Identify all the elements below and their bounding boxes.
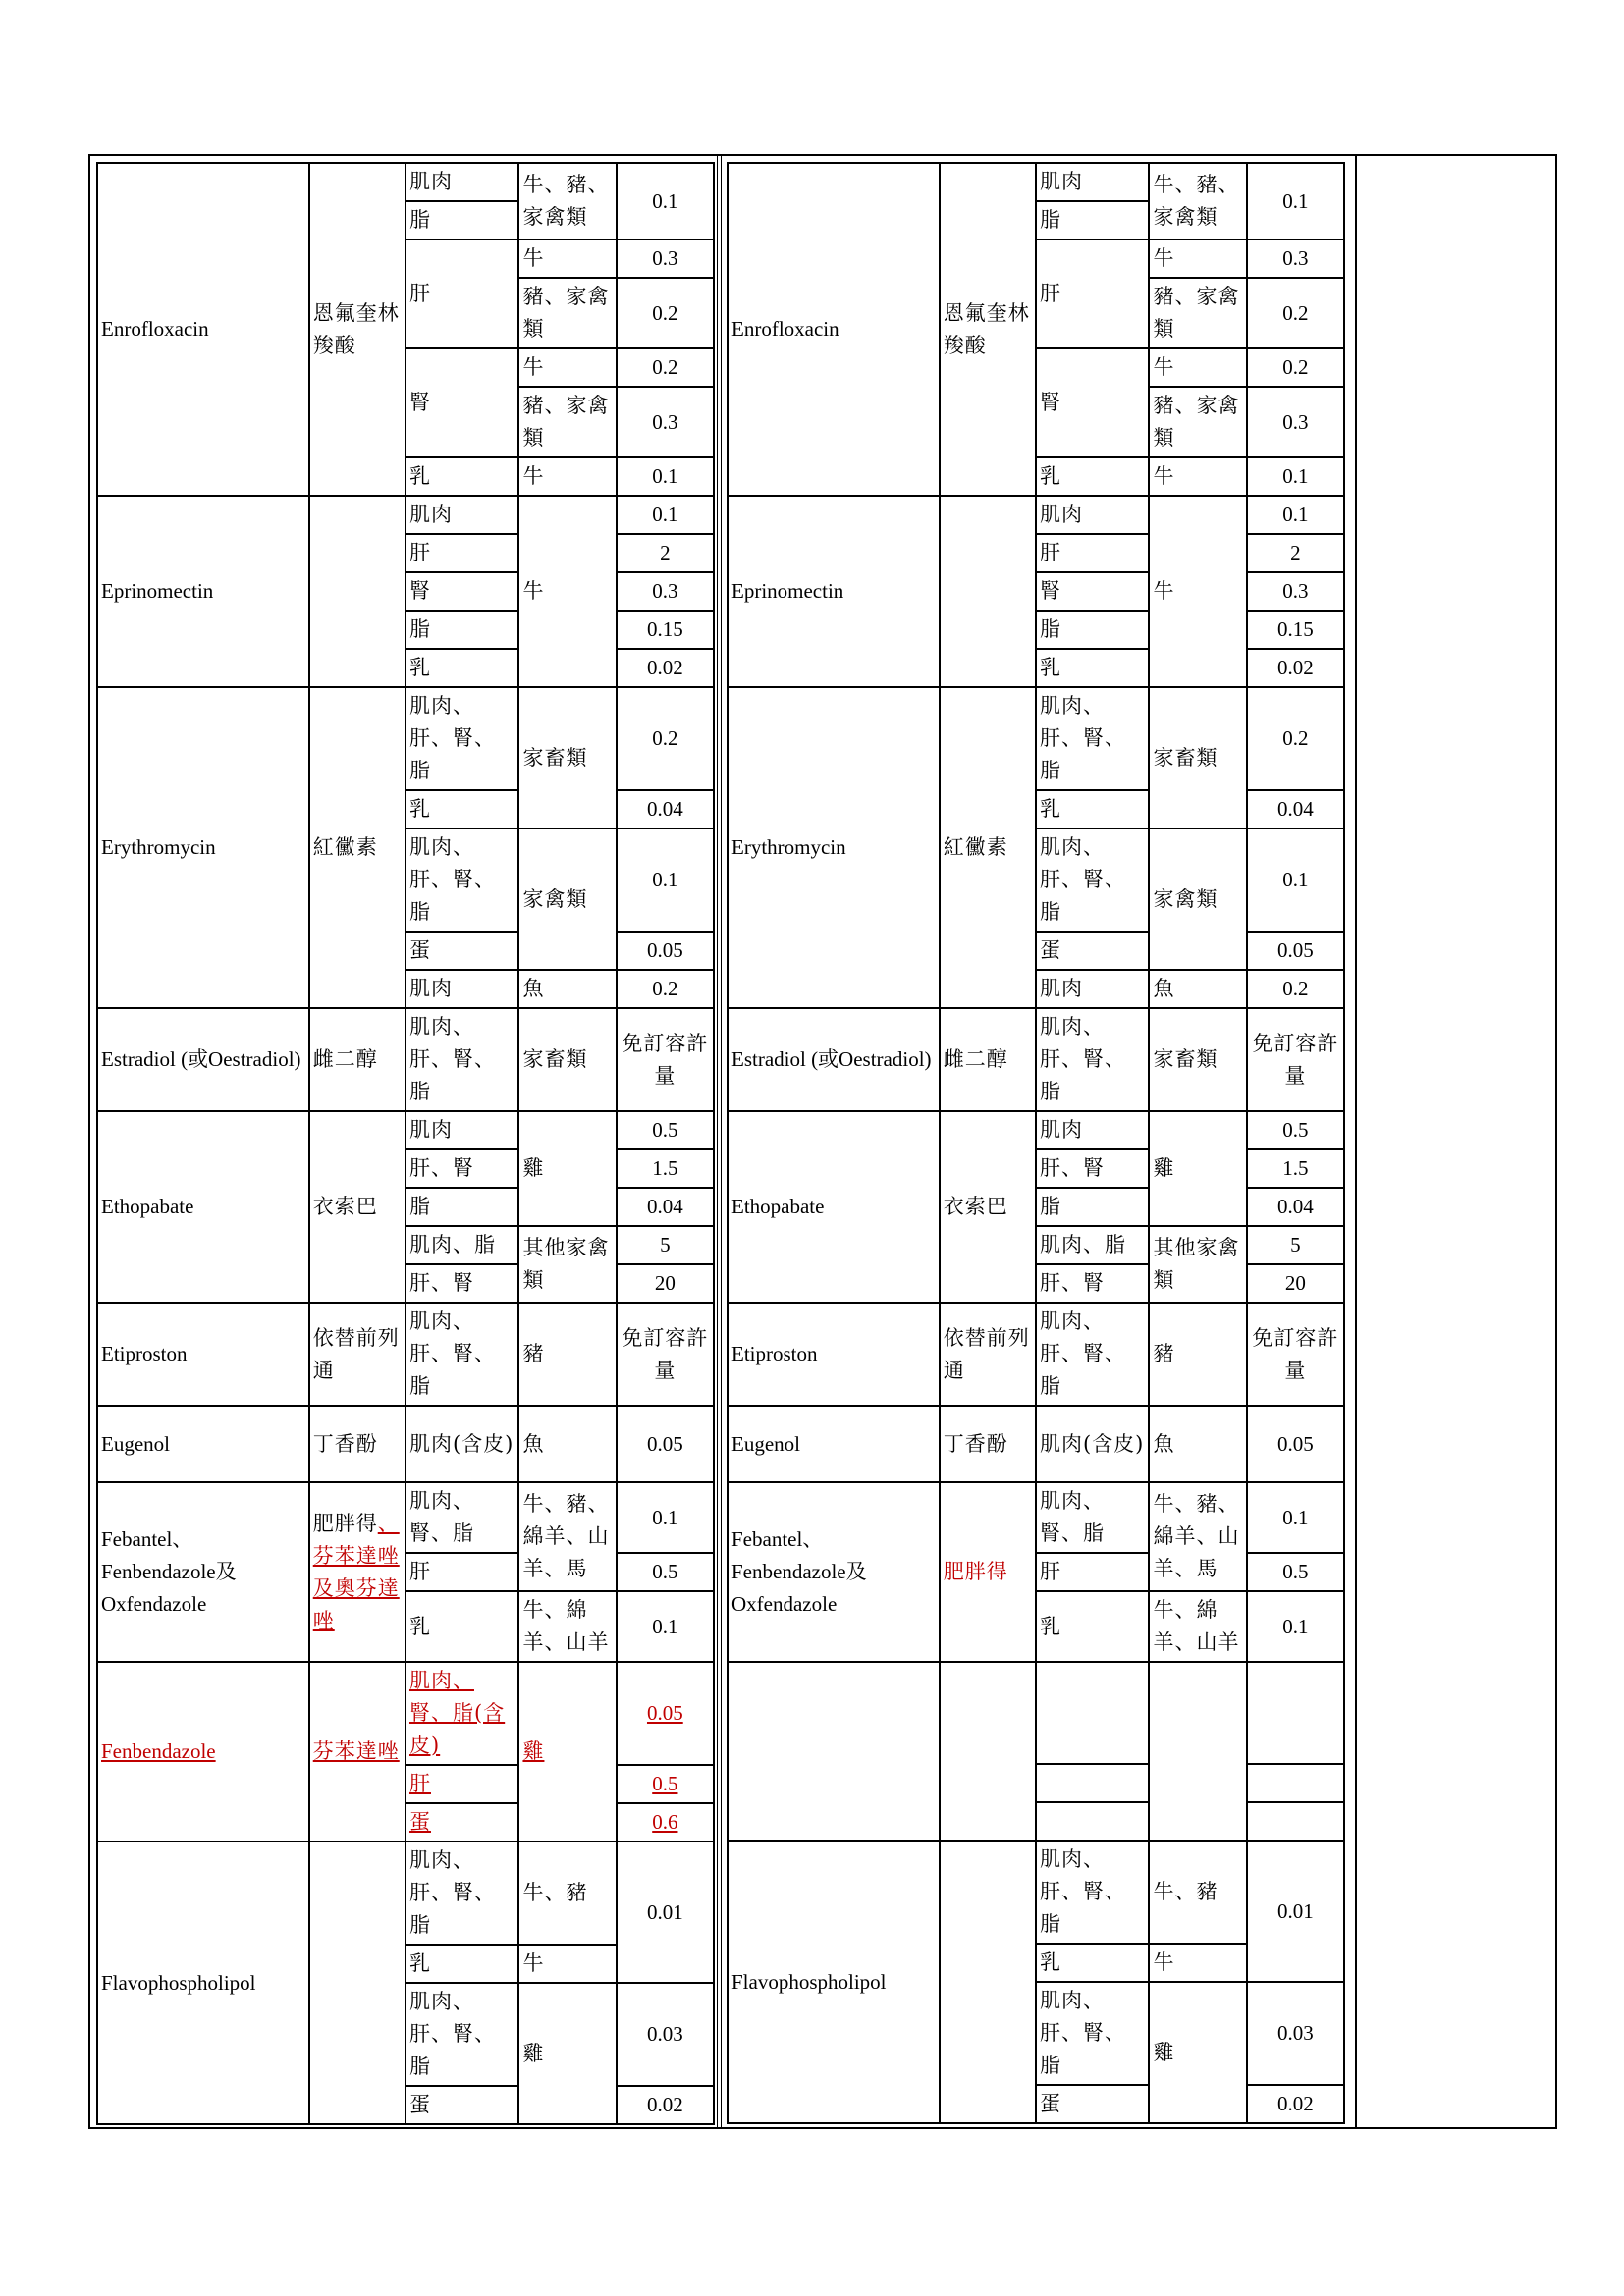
tissue-cell: 脂 <box>1036 201 1149 240</box>
drug-name-zh-empty <box>940 496 1036 687</box>
mrl-value: 0.1 <box>617 457 714 496</box>
drug-name-zh-amended: 、芬苯達唑及奧芬達唑 <box>312 1511 400 1632</box>
amended-mrl-table <box>96 162 715 2125</box>
mrl-value: 免訂容許量 <box>617 1303 714 1406</box>
tissue-cell: 乳 <box>1036 1591 1149 1662</box>
drug-name-en: Enrofloxacin <box>728 163 940 496</box>
tissue-cell: 肝 <box>1036 240 1149 348</box>
empty-cell <box>1247 1764 1344 1802</box>
tissue-cell: 肌肉、腎、脂 <box>1036 1482 1149 1553</box>
mrl-value: 0.01 <box>1247 1841 1344 1982</box>
species-cell: 魚 <box>1149 970 1246 1008</box>
tissue-cell: 肌肉、肝、腎、脂 <box>1036 687 1149 790</box>
tissue-cell: 肝 <box>406 534 518 572</box>
tissue-cell: 肌肉 <box>1036 970 1149 1008</box>
empty-cell <box>1036 1662 1149 1764</box>
empty-cell <box>1036 1802 1149 1841</box>
drug-name-en: Ethopabate <box>97 1111 309 1303</box>
mrl-value: 0.02 <box>1247 2085 1344 2123</box>
mrl-value: 0.5 <box>1247 1111 1344 1149</box>
species-cell: 家畜類 <box>1149 1008 1246 1111</box>
species-cell: 家禽類 <box>1149 828 1246 970</box>
species-cell: 牛、豬、綿羊、山羊、馬 <box>1149 1482 1246 1591</box>
species-cell: 牛 <box>1149 1944 1246 1982</box>
drug-name-zh: 紅黴素 <box>940 687 1036 1008</box>
mrl-value: 0.01 <box>617 1842 714 1983</box>
mrl-value: 20 <box>617 1264 714 1303</box>
species-cell: 牛、豬、家禽類 <box>518 163 616 240</box>
mrl-value: 5 <box>617 1226 714 1264</box>
tissue-cell: 肝 <box>1036 1553 1149 1591</box>
drug-name-zh-empty <box>940 1841 1036 2123</box>
species-cell: 牛 <box>518 348 616 387</box>
empty-cell <box>1247 1802 1344 1841</box>
mrl-value: 0.2 <box>617 348 714 387</box>
species-cell: 牛 <box>518 496 616 687</box>
drug-name-en: Flavophospholipol <box>97 1842 309 2124</box>
mrl-value: 1.5 <box>1247 1149 1344 1188</box>
mrl-value: 0.1 <box>1247 163 1344 240</box>
tissue-cell: 腎 <box>406 348 518 457</box>
mrl-value: 0.3 <box>1247 572 1344 611</box>
mrl-value: 0.3 <box>1247 387 1344 457</box>
tissue-cell: 肌肉、肝、腎、脂 <box>406 687 518 790</box>
tissue-cell: 乳 <box>406 790 518 828</box>
mrl-value: 0.1 <box>1247 496 1344 534</box>
tissue-cell: 肌肉 <box>1036 163 1149 201</box>
drug-name-zh-empty <box>309 1842 406 2124</box>
tissue-cell: 肌肉、肝、腎、脂 <box>406 828 518 932</box>
mrl-value: 免訂容許量 <box>617 1008 714 1111</box>
species-cell: 牛 <box>1149 496 1246 687</box>
drug-name-en: Enrofloxacin <box>97 163 309 496</box>
species-cell: 雞 <box>1149 1982 1246 2123</box>
tissue-cell: 乳 <box>406 649 518 687</box>
column-divider <box>717 156 722 2127</box>
drug-name-en: Ethopabate <box>728 1111 940 1303</box>
drug-name-zh-empty <box>309 496 406 687</box>
amended-table-panel <box>96 162 715 2125</box>
empty-cell <box>1247 1662 1344 1764</box>
tissue-cell: 肌肉、脂 <box>406 1226 518 1264</box>
tissue-cell: 肌肉 <box>406 970 518 1008</box>
original-table-panel <box>727 162 1345 2124</box>
tissue-cell-amended: 肌肉、腎、脂(含皮) <box>406 1662 518 1765</box>
species-cell: 其他家禽類 <box>518 1226 616 1303</box>
tissue-cell: 肌肉、肝、腎、脂 <box>406 1983 518 2086</box>
tissue-cell: 肌肉 <box>406 1111 518 1149</box>
drug-name-zh: 恩氟奎林羧酸 <box>309 163 406 496</box>
tissue-cell: 腎 <box>1036 348 1149 457</box>
species-cell: 豬 <box>518 1303 616 1406</box>
tissue-cell: 肝、腎 <box>406 1264 518 1303</box>
drug-name-zh-original: 肥胖得 <box>312 1511 378 1535</box>
mrl-value: 免訂容許量 <box>1247 1303 1344 1406</box>
tissue-cell-amended: 肝 <box>406 1765 518 1803</box>
drug-name-zh: 衣索巴 <box>309 1111 406 1303</box>
species-cell: 雞 <box>518 1983 616 2124</box>
mrl-value: 0.1 <box>617 496 714 534</box>
mrl-value: 0.1 <box>617 828 714 932</box>
mrl-value: 0.2 <box>617 687 714 790</box>
drug-name-en: Febantel、Fenbendazole及Oxfendazole <box>97 1482 309 1662</box>
tissue-cell: 肌肉(含皮) <box>406 1406 518 1482</box>
mrl-value: 2 <box>617 534 714 572</box>
tissue-cell: 肝 <box>406 1553 518 1591</box>
species-cell: 家禽類 <box>518 828 616 970</box>
mrl-value: 0.2 <box>617 278 714 348</box>
mrl-value: 2 <box>1247 534 1344 572</box>
tissue-cell: 肌肉、肝、腎、脂 <box>406 1303 518 1406</box>
species-cell-amended: 雞 <box>518 1662 616 1842</box>
mrl-value: 0.04 <box>1247 790 1344 828</box>
mrl-value: 0.04 <box>617 790 714 828</box>
drug-name-en: Estradiol (或Oestradiol) <box>97 1008 309 1111</box>
mrl-value: 0.2 <box>617 970 714 1008</box>
mrl-value: 0.05 <box>617 1406 714 1482</box>
mrl-value: 0.05 <box>1247 932 1344 970</box>
mrl-value: 0.2 <box>1247 278 1344 348</box>
drug-name-zh: 雌二醇 <box>309 1008 406 1111</box>
tissue-cell: 肝、腎 <box>1036 1264 1149 1303</box>
species-cell: 魚 <box>518 970 616 1008</box>
tissue-cell: 肌肉、肝、腎、脂 <box>1036 1008 1149 1111</box>
species-cell: 牛、綿羊、山羊 <box>518 1591 616 1662</box>
drug-name-en: Eprinomectin <box>728 496 940 687</box>
mrl-value: 0.05 <box>617 932 714 970</box>
tissue-cell: 脂 <box>1036 611 1149 649</box>
species-cell: 牛、豬 <box>518 1842 616 1945</box>
species-cell: 牛、豬、家禽類 <box>1149 163 1246 240</box>
drug-name-en: Eugenol <box>728 1406 940 1482</box>
mrl-value: 免訂容許量 <box>1247 1008 1344 1111</box>
empty-cell <box>728 1662 940 1841</box>
tissue-cell: 脂 <box>1036 1188 1149 1226</box>
mrl-value: 0.04 <box>1247 1188 1344 1226</box>
mrl-value: 0.1 <box>1247 457 1344 496</box>
tissue-cell: 乳 <box>406 1945 518 1983</box>
tissue-cell: 乳 <box>1036 457 1149 496</box>
empty-cell <box>1036 1764 1149 1802</box>
tissue-cell: 肝、腎 <box>1036 1149 1149 1188</box>
species-cell: 家畜類 <box>518 1008 616 1111</box>
mrl-value: 0.02 <box>617 649 714 687</box>
species-cell: 牛 <box>518 457 616 496</box>
drug-name-en: Etiproston <box>97 1303 309 1406</box>
species-cell: 豬、家禽類 <box>518 278 616 348</box>
tissue-cell: 肌肉 <box>1036 496 1149 534</box>
mrl-value: 0.1 <box>617 163 714 240</box>
species-cell: 雞 <box>518 1111 616 1226</box>
species-cell: 牛 <box>518 1945 616 1983</box>
tissue-cell: 脂 <box>406 201 518 240</box>
drug-name-en: Erythromycin <box>97 687 309 1008</box>
tissue-cell: 肌肉、肝、腎、脂 <box>406 1842 518 1945</box>
mrl-value: 0.1 <box>617 1591 714 1662</box>
drug-name-zh-amended: 芬苯達唑 <box>309 1662 406 1842</box>
tissue-cell: 乳 <box>406 457 518 496</box>
original-mrl-table <box>727 162 1345 2124</box>
mrl-value: 0.5 <box>1247 1553 1344 1591</box>
tissue-cell-amended: 蛋 <box>406 1803 518 1842</box>
mrl-value: 0.5 <box>617 1111 714 1149</box>
drug-name-en: Febantel、Fenbendazole及Oxfendazole <box>728 1482 940 1662</box>
drug-name-zh: 恩氟奎林羧酸 <box>940 163 1036 496</box>
species-cell: 豬、家禽類 <box>1149 278 1246 348</box>
mrl-value: 5 <box>1247 1226 1344 1264</box>
drug-name-en: Eugenol <box>97 1406 309 1482</box>
mrl-value: 20 <box>1247 1264 1344 1303</box>
tissue-cell: 肌肉、肝、腎、脂 <box>1036 1982 1149 2085</box>
drug-name-en: Estradiol (或Oestradiol) <box>728 1008 940 1111</box>
species-cell: 家畜類 <box>518 687 616 828</box>
mrl-value: 0.02 <box>617 2086 714 2124</box>
species-cell: 其他家禽類 <box>1149 1226 1246 1303</box>
mrl-value: 0.3 <box>1247 240 1344 278</box>
tissue-cell: 乳 <box>1036 790 1149 828</box>
species-cell: 牛 <box>1149 348 1246 387</box>
drug-name-zh: 丁香酚 <box>309 1406 406 1482</box>
drug-name-zh: 依替前列通 <box>940 1303 1036 1406</box>
drug-name-en: Etiproston <box>728 1303 940 1406</box>
tissue-cell: 脂 <box>406 1188 518 1226</box>
species-cell: 牛 <box>518 240 616 278</box>
drug-name-en-amended: Fenbendazole <box>97 1662 309 1842</box>
tissue-cell: 肌肉、肝、腎、脂 <box>1036 1303 1149 1406</box>
tissue-cell: 肌肉、肝、腎、脂 <box>406 1008 518 1111</box>
tissue-cell: 蛋 <box>1036 2085 1149 2123</box>
mrl-value: 0.2 <box>1247 687 1344 790</box>
species-cell: 魚 <box>518 1406 616 1482</box>
mrl-value: 0.05 <box>1247 1406 1344 1482</box>
mrl-value: 0.03 <box>1247 1982 1344 2085</box>
tissue-cell: 蛋 <box>406 932 518 970</box>
notes-column-border <box>1355 156 1357 2127</box>
tissue-cell: 肌肉 <box>406 496 518 534</box>
mrl-value: 0.15 <box>1247 611 1344 649</box>
species-cell: 牛、豬、綿羊、山羊、馬 <box>518 1482 616 1591</box>
mrl-value: 0.1 <box>1247 1482 1344 1553</box>
drug-name-en: Flavophospholipol <box>728 1841 940 2123</box>
species-cell: 牛、綿羊、山羊 <box>1149 1591 1246 1662</box>
mrl-value-amended: 0.5 <box>617 1765 714 1803</box>
comparison-frame <box>88 154 1557 2129</box>
species-cell: 牛 <box>1149 240 1246 278</box>
tissue-cell: 腎 <box>1036 572 1149 611</box>
mrl-value: 0.3 <box>617 240 714 278</box>
mrl-value: 0.1 <box>617 1482 714 1553</box>
tissue-cell: 肝 <box>1036 534 1149 572</box>
species-cell: 豬 <box>1149 1303 1246 1406</box>
mrl-value: 0.15 <box>617 611 714 649</box>
species-cell: 雞 <box>1149 1111 1246 1226</box>
tissue-cell: 肌肉、脂 <box>1036 1226 1149 1264</box>
mrl-value: 0.04 <box>617 1188 714 1226</box>
mrl-value: 0.1 <box>1247 1591 1344 1662</box>
drug-name-zh-deleted: 肥胖得 <box>940 1482 1036 1662</box>
empty-cell <box>940 1662 1036 1841</box>
tissue-cell: 乳 <box>1036 1944 1149 1982</box>
tissue-cell: 肌肉 <box>406 163 518 201</box>
tissue-cell: 肌肉、肝、腎、脂 <box>1036 828 1149 932</box>
drug-name-zh: 丁香酚 <box>940 1406 1036 1482</box>
species-cell: 牛、豬 <box>1149 1841 1246 1944</box>
empty-cell <box>1149 1662 1246 1841</box>
tissue-cell: 乳 <box>1036 649 1149 687</box>
drug-name-zh: 衣索巴 <box>940 1111 1036 1303</box>
mrl-value: 0.3 <box>617 572 714 611</box>
tissue-cell: 乳 <box>406 1591 518 1662</box>
mrl-value: 0.3 <box>617 387 714 457</box>
tissue-cell: 腎 <box>406 572 518 611</box>
tissue-cell: 肝、腎 <box>406 1149 518 1188</box>
mrl-value: 0.5 <box>617 1553 714 1591</box>
tissue-cell: 脂 <box>406 611 518 649</box>
mrl-value-amended: 0.6 <box>617 1803 714 1842</box>
mrl-value: 0.1 <box>1247 828 1344 932</box>
species-cell: 豬、家禽類 <box>1149 387 1246 457</box>
species-cell: 牛 <box>1149 457 1246 496</box>
species-cell: 豬、家禽類 <box>518 387 616 457</box>
drug-name-en: Eprinomectin <box>97 496 309 687</box>
species-cell: 家畜類 <box>1149 687 1246 828</box>
drug-name-zh <box>309 1482 406 1662</box>
drug-name-zh: 雌二醇 <box>940 1008 1036 1111</box>
tissue-cell: 肌肉、肝、腎、脂 <box>1036 1841 1149 1944</box>
tissue-cell: 肝 <box>406 240 518 348</box>
tissue-cell: 肌肉、腎、脂 <box>406 1482 518 1553</box>
mrl-value: 0.2 <box>1247 348 1344 387</box>
mrl-value: 0.03 <box>617 1983 714 2086</box>
drug-name-zh: 依替前列通 <box>309 1303 406 1406</box>
tissue-cell: 蛋 <box>406 2086 518 2124</box>
mrl-value-amended: 0.05 <box>617 1662 714 1765</box>
drug-name-en: Erythromycin <box>728 687 940 1008</box>
mrl-value: 0.2 <box>1247 970 1344 1008</box>
tissue-cell: 蛋 <box>1036 932 1149 970</box>
tissue-cell: 肌肉(含皮) <box>1036 1406 1149 1482</box>
mrl-value: 0.02 <box>1247 649 1344 687</box>
mrl-value: 1.5 <box>617 1149 714 1188</box>
drug-name-zh: 紅黴素 <box>309 687 406 1008</box>
tissue-cell: 肌肉 <box>1036 1111 1149 1149</box>
species-cell: 魚 <box>1149 1406 1246 1482</box>
